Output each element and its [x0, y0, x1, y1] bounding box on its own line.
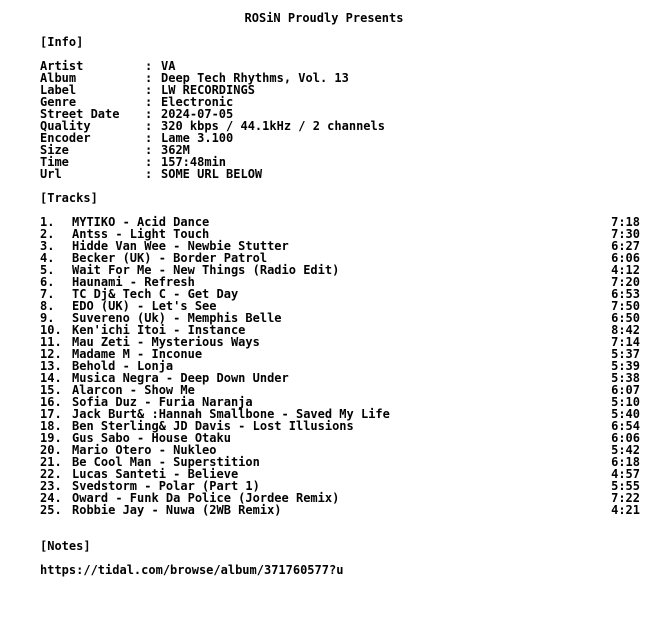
info-key: Time — [40, 155, 69, 169]
track-duration: 5:37 — [611, 347, 640, 361]
info-value: 320 kbps / 44.1kHz / 2 channels — [161, 119, 385, 133]
track-number: 16. — [40, 395, 62, 409]
info-separator: : — [145, 143, 153, 157]
track-number: 13. — [40, 359, 62, 373]
track-duration: 6:54 — [611, 419, 640, 433]
track-duration: 6:27 — [611, 239, 640, 253]
info-separator: : — [145, 119, 153, 133]
info-separator: : — [145, 155, 153, 169]
track-number: 21. — [40, 455, 62, 469]
track-duration: 7:14 — [611, 335, 640, 349]
track-title: Wait For Me - New Things (Radio Edit) — [72, 263, 340, 277]
info-key: Label — [40, 83, 77, 97]
info-key: Quality — [40, 119, 91, 133]
notes-url-link[interactable]: https://tidal.com/browse/album/371760577?u — [40, 563, 344, 577]
track-duration: 5:42 — [611, 443, 640, 457]
track-number: 23. — [40, 479, 62, 493]
info-key: Genre — [40, 95, 77, 109]
track-row — [40, 504, 640, 516]
track-duration: 5:55 — [611, 479, 640, 493]
track-number: 9. — [40, 311, 55, 325]
track-title: Musica Negra - Deep Down Under — [72, 371, 289, 385]
tracks-header: [Tracks] — [40, 191, 98, 205]
track-duration: 7:50 — [611, 299, 640, 313]
track-duration: 7:22 — [611, 491, 640, 505]
info-value: Electronic — [161, 95, 234, 109]
info-value: 2024-07-05 — [161, 107, 234, 121]
info-key: Artist — [40, 59, 84, 73]
info-row-encoder — [40, 132, 233, 144]
track-title: Ken'ichi Itoi - Instance — [72, 323, 246, 337]
info-row-url — [40, 168, 262, 180]
track-number: 6. — [40, 275, 55, 289]
track-duration: 6:18 — [611, 455, 640, 469]
track-duration: 8:42 — [611, 323, 640, 337]
info-key: Street Date — [40, 107, 120, 121]
track-number: 1. — [40, 215, 55, 229]
track-number: 14. — [40, 371, 62, 385]
track-number: 3. — [40, 239, 55, 253]
track-title: Lucas Santeti - Believe — [72, 467, 239, 481]
track-title: Robbie Jay - Nuwa (2WB Remix) — [72, 503, 282, 517]
track-duration: 7:30 — [611, 227, 640, 241]
info-separator: : — [145, 59, 153, 73]
track-duration: 6:50 — [611, 311, 640, 325]
track-number: 22. — [40, 467, 62, 481]
info-header: [Info] — [40, 35, 84, 49]
track-title: Gus Sabo - House Otaku — [72, 431, 231, 445]
track-title: TC Dj& Tech C - Get Day — [72, 287, 239, 301]
track-duration: 6:07 — [611, 383, 640, 397]
track-title: Haunami - Refresh — [72, 275, 195, 289]
track-number: 19. — [40, 431, 62, 445]
track-duration: 4:57 — [611, 467, 640, 481]
track-number: 17. — [40, 407, 62, 421]
track-number: 4. — [40, 251, 55, 265]
info-value: LW RECORDINGS — [161, 83, 255, 97]
track-duration: 6:53 — [611, 287, 640, 301]
track-duration: 5:38 — [611, 371, 640, 385]
track-title: Becker (UK) - Border Patrol — [72, 251, 268, 265]
track-title: Behold - Lonja — [72, 359, 174, 373]
track-number: 5. — [40, 263, 55, 277]
track-title: MYTIKO - Acid Dance — [72, 215, 210, 229]
info-key: Url — [40, 167, 62, 181]
track-title: Mario Otero - Nukleo — [72, 443, 217, 457]
notes-header: [Notes] — [40, 539, 91, 553]
track-duration: 7:20 — [611, 275, 640, 289]
info-value: Lame 3.100 — [161, 131, 234, 145]
track-duration: 5:10 — [611, 395, 640, 409]
info-value: 157:48min — [161, 155, 227, 169]
track-duration: 4:21 — [611, 503, 640, 517]
info-value: SOME URL BELOW — [161, 167, 263, 181]
info-value: VA — [161, 59, 176, 73]
track-number: 15. — [40, 383, 62, 397]
track-title: Alarcon - Show Me — [72, 383, 195, 397]
track-number: 2. — [40, 227, 55, 241]
info-separator: : — [145, 167, 153, 181]
info-value: Deep Tech Rhythms, Vol. 13 — [161, 71, 349, 85]
info-separator: : — [145, 83, 153, 97]
track-title: Sofia Duz - Furia Naranja — [72, 395, 253, 409]
track-number: 12. — [40, 347, 62, 361]
track-title: Hidde Van Wee - Newbie Stutter — [72, 239, 289, 253]
info-key: Encoder — [40, 131, 91, 145]
track-duration: 6:06 — [611, 431, 640, 445]
track-duration: 6:06 — [611, 251, 640, 265]
track-duration: 5:40 — [611, 407, 640, 421]
track-title: Madame M - Inconue — [72, 347, 203, 361]
track-number: 10. — [40, 323, 62, 337]
track-number: 20. — [40, 443, 62, 457]
track-title: Suvereno (Uk) - Memphis Belle — [72, 311, 282, 325]
track-number: 8. — [40, 299, 55, 313]
track-title: Be Cool Man - Superstition — [72, 455, 260, 469]
track-duration: 5:39 — [611, 359, 640, 373]
track-duration: 7:18 — [611, 215, 640, 229]
track-number: 7. — [40, 287, 55, 301]
info-key: Size — [40, 143, 69, 157]
track-title: Antss - Light Touch — [72, 227, 210, 241]
info-separator: : — [145, 71, 153, 85]
info-separator: : — [145, 131, 153, 145]
track-title: Oward - Funk Da Police (Jordee Remix) — [72, 491, 340, 505]
info-separator: : — [145, 95, 153, 109]
track-number: 18. — [40, 419, 62, 433]
track-title: Svedstorm - Polar (Part 1) — [72, 479, 260, 493]
track-title: Ben Sterling& JD Davis - Lost Illusions — [72, 419, 354, 433]
track-number: 11. — [40, 335, 62, 349]
track-title: Jack Burt& :Hannah Smallbone - Saved My Life — [72, 407, 390, 421]
track-number: 24. — [40, 491, 62, 505]
info-key: Album — [40, 71, 77, 85]
track-duration: 4:12 — [611, 263, 640, 277]
page-title: ROSiN Proudly Presents — [244, 11, 404, 25]
track-number: 25. — [40, 503, 62, 517]
track-title: EDO (UK) - Let's See — [72, 299, 217, 313]
track-title: Mau Zeti - Mysterious Ways — [72, 335, 260, 349]
info-separator: : — [145, 107, 153, 121]
info-value: 362M — [161, 143, 190, 157]
